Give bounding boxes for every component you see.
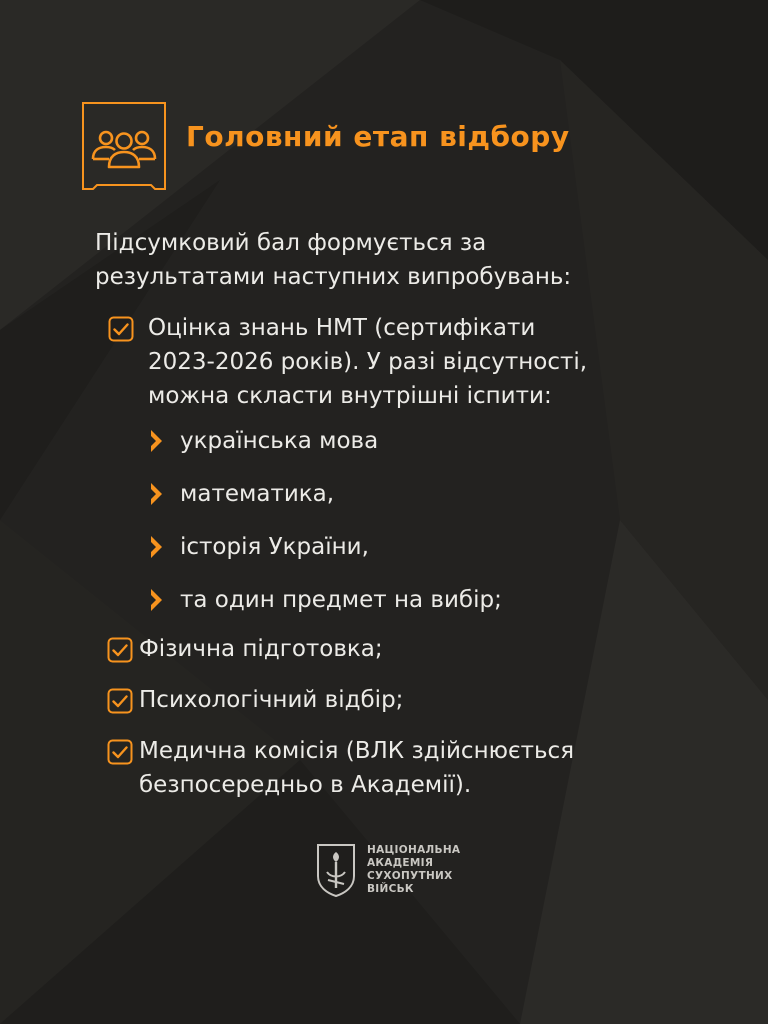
text-line: Психологічний відбір; [139, 687, 404, 713]
logo-line: АКАДЕМІЯ [367, 857, 434, 869]
list-item-text [139, 632, 383, 666]
header-icon-frame [79, 101, 169, 191]
text-line: безпосередньо в Академії). [139, 772, 472, 798]
text-line: можна скласти внутрішні іспити: [148, 383, 552, 409]
checkbox-checked-icon [108, 316, 134, 342]
list-item-text [148, 311, 587, 413]
chevron-right-icon [148, 428, 166, 454]
subject-item [148, 583, 502, 617]
list-item-physical [107, 632, 383, 666]
subject-text: історія України, [180, 534, 369, 560]
chevron-right-icon [148, 534, 166, 560]
subject-text: українська мова [180, 428, 379, 454]
list-item-text [139, 734, 574, 802]
intro-line: результатами наступних випробувань: [95, 264, 572, 290]
logo-line: ВІЙСЬК [367, 883, 414, 895]
checkbox-checked-icon [107, 739, 133, 765]
list-item-nmt [108, 311, 587, 413]
list-item-text [139, 683, 403, 717]
page-title: Головний етап відбору [186, 120, 570, 153]
academy-name [367, 844, 460, 896]
intro-text [95, 226, 655, 294]
subject-text: та один предмет на вибір; [180, 587, 502, 613]
subject-text: математика, [180, 481, 335, 507]
logo-line: СУХОПУТНИХ [367, 870, 453, 882]
text-line: Оцінка знань НМТ (сертифікати [148, 315, 536, 341]
chevron-right-icon [148, 587, 166, 613]
academy-emblem-icon [315, 842, 357, 898]
subject-item [148, 530, 369, 564]
people-group-icon [79, 101, 169, 191]
list-item-medical [107, 734, 574, 802]
subject-item [148, 477, 334, 511]
text-line: Медична комісія (ВЛК здійснюється [139, 738, 575, 764]
logo-line: НАЦІОНАЛЬНА [367, 844, 461, 856]
list-item-psychological [107, 683, 403, 717]
checkbox-checked-icon [107, 637, 133, 663]
checkbox-checked-icon [107, 688, 133, 714]
subject-item [148, 424, 378, 458]
text-line: Фізична підготовка; [139, 636, 383, 662]
academy-logo [315, 842, 460, 898]
chevron-right-icon [148, 481, 166, 507]
intro-line: Підсумковий бал формується за [95, 230, 487, 256]
text-line: 2023-2026 років). У разі відсутності, [148, 349, 588, 375]
